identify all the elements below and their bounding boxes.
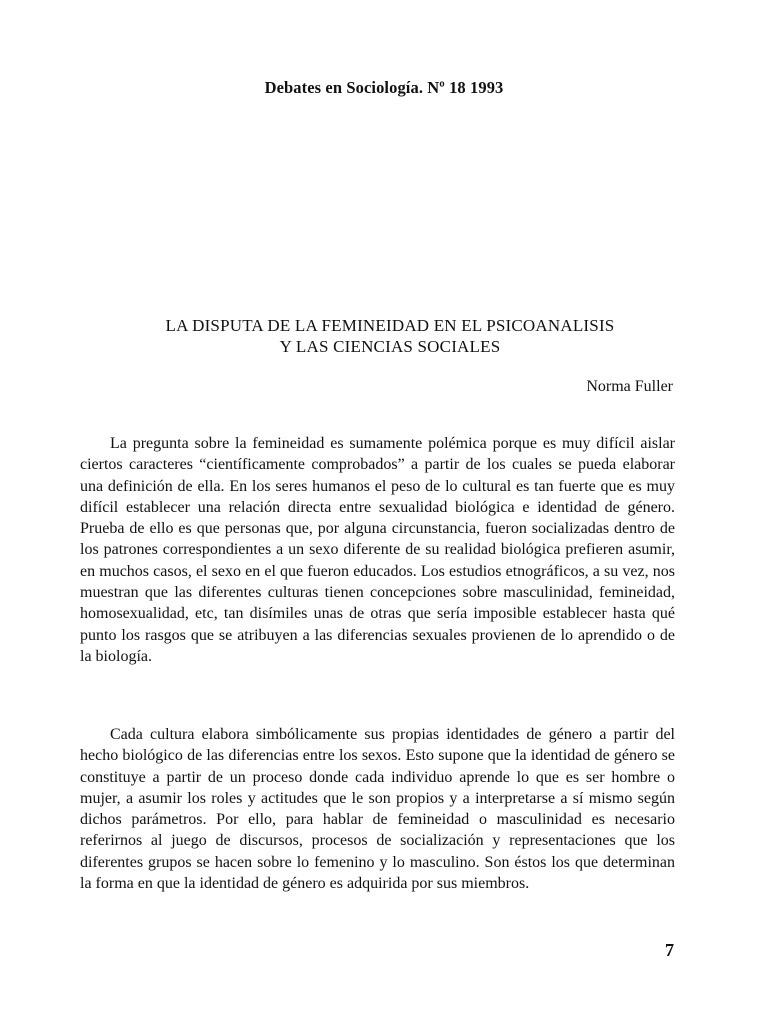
article-author: Norma Fuller xyxy=(586,378,673,395)
article-title-line-2: Y LAS CIENCIAS SOCIALES xyxy=(279,337,501,356)
page-number: 7 xyxy=(665,940,674,960)
journal-header: Debates en Sociología. Nº 18 1993 xyxy=(264,78,504,97)
body-paragraph-2: Cada cultura elabora simbólicamente sus propias identidades de género a partir del hecho biológico de las diferencias entre los sexos. Esto supone que la identidad de género se constituye a partir de un proceso donde cada individuo aprende lo que es ser hombre o mujer, a asumir los roles y actitudes que le son propios y a interpretarse a sí mismo según dichos parámetros. Por ello, para hablar de femineidad o masculinidad es necesario referirnos al juego de discursos, procesos de socialización y representaciones que los diferentes grupos se hacen sobre lo femenino y lo masculino. Son éstos los que determinan la forma en que la identidad de género es adquirida por sus miembros. xyxy=(80,726,675,893)
article-title xyxy=(40,315,740,357)
body-paragraph-1: La pregunta sobre la femineidad es sumamente polémica porque es muy difícil aislar ciertos caracteres “científicamente comprobados” a partir de los cuales se pueda elaborar una definición de ella. En los seres humanos el peso de lo cultural es tan fuerte que es muy difícil establecer una relación directa entre sexualidad biológica e identidad de género. Prueba de ello es que personas que, por alguna circunstancia, fueron socializadas dentro de los patrones correspondientes a un sexo diferente de su realidad biológica prefieren asumir, en muchos casos, el sexo en el que fueron educados. Los estudios etnográficos, a su vez, nos muestran que las diferentes culturas tienen concepciones sobre masculinidad, femineidad, homosexualidad, etc, tan disímiles unas de otras que sería imposible establecer hasta qué punto los rasgos que se atribuyen a las diferencias sexuales provienen de lo aprendido o de la biología. xyxy=(80,435,675,665)
article-title-line-1: LA DISPUTA DE LA FEMINEIDAD EN EL PSICOANALISIS xyxy=(165,316,615,335)
